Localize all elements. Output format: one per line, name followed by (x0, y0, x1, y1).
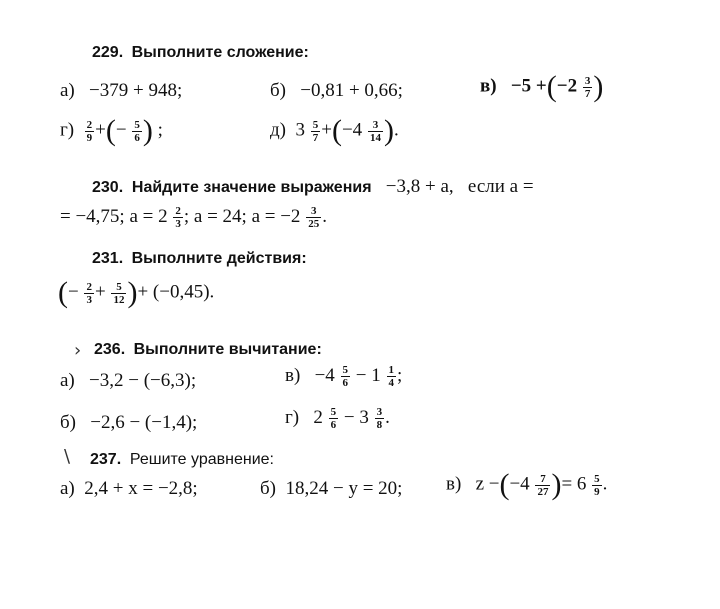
numerator: 3 (376, 406, 383, 418)
numerator: 3 (306, 205, 321, 218)
problem-237-heading (90, 448, 274, 470)
fraction (84, 281, 94, 306)
operator: + (95, 119, 106, 141)
whole-part: 2 (313, 406, 323, 428)
item-label: а) (60, 478, 75, 499)
problem-229-v (480, 72, 603, 102)
item-label: б) (270, 80, 286, 101)
open-paren: ( (58, 276, 68, 309)
expression-part: −5 + (510, 75, 547, 97)
operator: + (321, 119, 332, 141)
numerator: 5 (312, 118, 319, 131)
problem-237-a (60, 478, 198, 500)
close-paren: ) (383, 114, 394, 147)
whole-part: −4 (314, 364, 335, 386)
numerator: 1 (388, 364, 394, 376)
punctuation: ; (157, 119, 163, 141)
denominator: 9 (594, 485, 600, 498)
problem-229-heading (92, 44, 309, 62)
numerator: 2 (86, 118, 93, 131)
close-paren: ) (142, 114, 153, 147)
numerator: 5 (134, 118, 140, 131)
problem-236-v (285, 364, 402, 389)
problem-number: 230. (92, 179, 124, 196)
numerator: 5 (330, 406, 337, 418)
punctuation: . (322, 205, 327, 227)
numerator: 7 (535, 473, 550, 486)
problem-237-b (260, 478, 402, 500)
close-paren: ) (593, 70, 604, 103)
denominator: 14 (369, 131, 381, 144)
fraction (583, 75, 593, 100)
problem-230-values (60, 205, 327, 230)
denominator: 7 (312, 131, 319, 144)
problem-title: Решите уравнение: (129, 451, 274, 468)
numerator: 2 (175, 205, 181, 217)
fraction (375, 406, 385, 431)
item-label: в) (446, 473, 462, 495)
item-label: а) (60, 370, 75, 391)
expression-part: z − (475, 473, 500, 495)
problem-229-d (270, 116, 399, 146)
fraction (387, 364, 397, 389)
punctuation: ; (397, 364, 403, 386)
fraction (85, 119, 95, 144)
denominator: 27 (537, 485, 549, 498)
fraction (111, 281, 126, 306)
numerator: 3 (368, 119, 383, 132)
fraction (341, 364, 351, 389)
denominator: 12 (113, 293, 125, 306)
problem-230-heading (92, 176, 534, 198)
problem-number: 231. (92, 250, 124, 267)
item-label: а) (60, 80, 75, 101)
problem-231-heading (92, 250, 307, 268)
problem-title: Выполните сложение: (131, 44, 309, 61)
operator: + (94, 281, 106, 303)
expression-part: ; a = 24; a = −2 (183, 205, 301, 227)
problem-title: Выполните действия: (131, 250, 307, 267)
item-label: б) (260, 478, 276, 499)
whole-part: −2 (556, 75, 578, 97)
numerator: 5 (594, 472, 600, 485)
open-paren: ( (546, 70, 557, 103)
fraction (329, 406, 339, 431)
open-paren: ( (499, 468, 510, 501)
denominator: 8 (376, 419, 383, 431)
item-label: г) (285, 406, 300, 428)
expression: −3,2 − (−6,3); (89, 370, 197, 391)
problem-229-a (60, 80, 182, 102)
denominator: 6 (134, 131, 140, 144)
denominator: 3 (86, 293, 92, 306)
denominator: 9 (86, 131, 93, 144)
open-paren: ( (331, 114, 342, 147)
punctuation: . (385, 406, 390, 428)
fraction (306, 205, 321, 230)
numerator: 2 (86, 280, 92, 293)
fraction (368, 119, 383, 144)
problem-236-a (60, 370, 196, 392)
item-label: в) (480, 75, 497, 97)
expression: 18,24 − y = 20; (285, 478, 403, 499)
pencil-check-mark: \ (64, 446, 71, 467)
expression-part: − 1 (355, 364, 381, 386)
denominator: 25 (308, 218, 320, 230)
denominator: 3 (175, 218, 181, 230)
problem-title: Выполните вычитание: (133, 341, 322, 358)
numerator: 5 (111, 281, 126, 294)
problem-229-b (270, 80, 403, 102)
fraction (311, 119, 321, 144)
fraction (535, 473, 550, 498)
expression: −0,81 + 0,66; (300, 80, 403, 101)
expression-part: = −4,75; a = 2 (60, 205, 168, 227)
problem-237-v (446, 470, 607, 500)
problem-231-expression (58, 278, 214, 308)
expression: −3,8 + a, (385, 176, 454, 197)
problem-title: Найдите значение выражения (131, 179, 372, 196)
fraction (592, 473, 602, 498)
open-paren: ( (105, 114, 116, 147)
close-paren: ) (127, 276, 138, 309)
denominator: 4 (388, 377, 394, 389)
operator: − (68, 281, 79, 303)
denominator: 6 (330, 419, 337, 431)
item-label: б) (60, 412, 76, 433)
problem-236-g (285, 406, 390, 431)
numerator: 3 (584, 74, 591, 87)
whole-part: −4 (341, 119, 363, 141)
expression-part: − 3 (343, 406, 369, 428)
expression-part: = 6 (561, 473, 587, 495)
problem-number: 236. (94, 341, 126, 358)
denominator: 7 (584, 87, 591, 100)
condition: если a = (467, 176, 534, 197)
close-paren: ) (551, 468, 562, 501)
expression-part: + (−0,45). (137, 281, 215, 303)
item-label: г) (60, 119, 75, 141)
item-label: в) (285, 364, 301, 386)
fraction (173, 205, 183, 230)
problem-number: 229. (92, 44, 124, 61)
expression: 2,4 + x = −2,8; (84, 478, 198, 499)
whole-part: 3 (295, 119, 305, 141)
punctuation: . (393, 119, 399, 141)
item-label: д) (270, 119, 286, 141)
whole-part: −4 (509, 473, 530, 495)
problem-236-heading (94, 341, 322, 359)
pencil-tick-mark: › (74, 340, 82, 361)
expression: −379 + 948; (89, 80, 183, 101)
numerator: 5 (342, 364, 349, 376)
problem-229-g (60, 116, 163, 146)
expression: −2,6 − (−1,4); (90, 412, 198, 433)
fraction (132, 119, 142, 144)
operator: − (115, 119, 127, 141)
problem-number: 237. (90, 451, 122, 468)
denominator: 6 (342, 377, 349, 389)
problem-236-b (60, 412, 197, 434)
punctuation: . (602, 473, 608, 495)
